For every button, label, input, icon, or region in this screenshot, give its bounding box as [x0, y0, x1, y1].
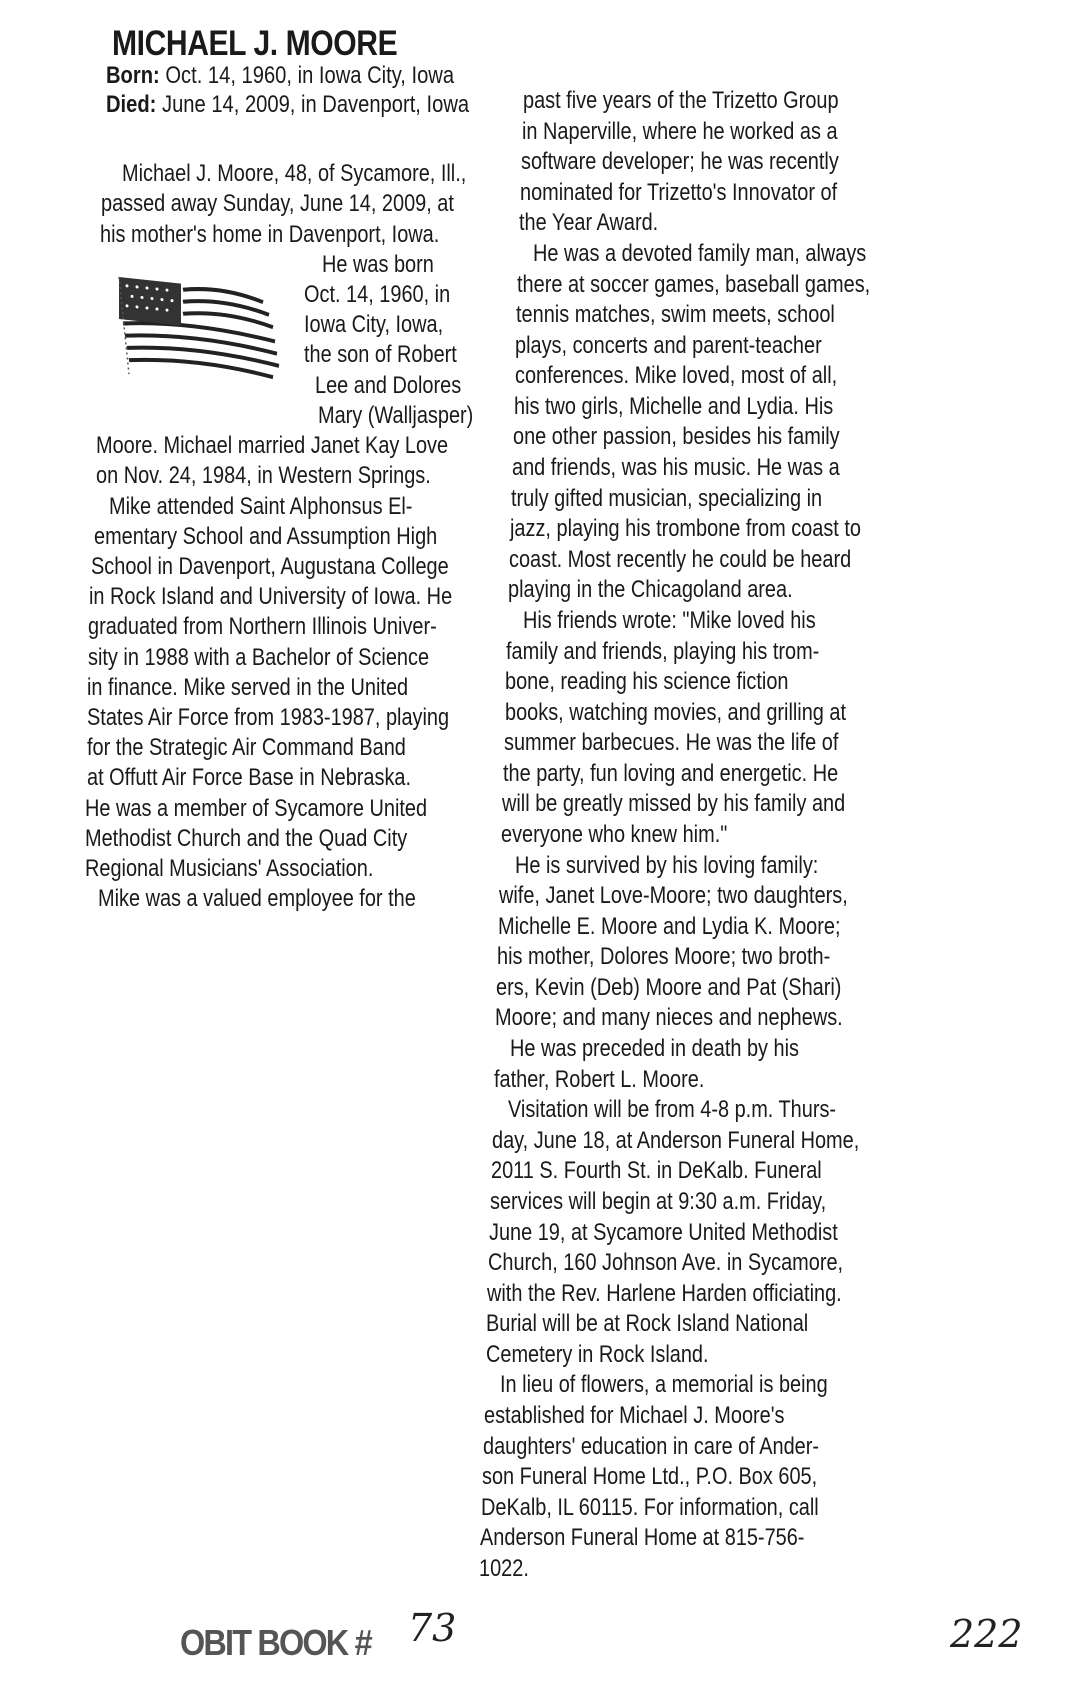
body-text-line: son Funeral Home Ltd., P.O. Box 605,: [481, 1463, 818, 1491]
obituary-name-heading: MICHAEL J. MOORE: [112, 24, 398, 63]
body-text-line: His friends wrote: "Mike loved his: [522, 606, 816, 634]
body-text-line: his mother, Dolores Moore; two broth-: [497, 943, 831, 971]
body-text-line: daughters' education in care of Ander-: [482, 1432, 819, 1460]
born-line: [106, 62, 454, 90]
body-text-line: there at soccer games, baseball games,: [517, 270, 871, 298]
body-text-line: on Nov. 24, 1984, in Western Springs.: [95, 462, 431, 490]
body-text-line: Methodist Church and the Quad City: [84, 824, 408, 852]
born-value: Oct. 14, 1960, in Iowa City, Iowa: [159, 62, 455, 89]
body-text-line: He was a member of Sycamore United: [84, 794, 428, 822]
body-text-line: truly gifted musician, specializing in: [510, 484, 823, 512]
body-text-line: wife, Janet Love-Moore; two daughters,: [499, 882, 848, 910]
body-text-line: graduated from Northern Illinois Univer-: [88, 613, 437, 641]
american-flag-icon: [109, 276, 281, 380]
body-text-line: in Rock Island and University of Iowa. He: [89, 583, 453, 611]
died-line: [106, 91, 469, 119]
body-text-line: and friends, was his music. He was a: [511, 454, 840, 482]
born-label: Born:: [106, 62, 160, 89]
body-text-line: for the Strategic Air Command Band: [87, 734, 406, 762]
body-text-line: summer barbecues. He was the life of: [503, 729, 839, 757]
body-text-line: sity in 1988 with a Bachelor of Science: [88, 643, 430, 671]
body-text-line: passed away Sunday, June 14, 2009, at: [101, 190, 455, 218]
body-text-line: He is survived by his loving family:: [515, 851, 819, 879]
body-text-line: Moore. Michael married Janet Kay Love: [95, 432, 448, 460]
body-text-line: Iowa City, Iowa,: [303, 311, 443, 339]
body-text-line: the son of Robert: [303, 341, 457, 369]
body-text-line: Burial will be at Rock Island National: [486, 1310, 809, 1338]
body-text-line: will be greatly missed by his family and: [501, 790, 846, 818]
obit-book-stamp: OBIT BOOK #: [180, 1622, 371, 1663]
body-text-line: the Year Award.: [519, 209, 659, 237]
body-text-line: in Naperville, where he worked as a: [521, 117, 838, 145]
body-text-line: tennis matches, swim meets, school: [516, 301, 836, 329]
body-text-line: jazz, playing his trombone from coast to: [510, 515, 861, 543]
body-text-line: Michelle E. Moore and Lydia K. Moore;: [498, 912, 841, 940]
body-text-line: bone, reading his science fiction: [505, 668, 789, 696]
body-text-line: He was preceded in death by his: [509, 1035, 799, 1063]
body-text-line: everyone who knew him.": [500, 821, 728, 849]
body-text-line: States Air Force from 1983-1987, playing: [87, 704, 450, 732]
body-text-line: School in Davenport, Augustana College: [91, 552, 450, 580]
body-text-line: coast. Most recently he could be heard: [509, 545, 852, 573]
body-text-line: playing in the Chicagoland area.: [508, 576, 793, 604]
body-text-line: at Offutt Air Force Base in Nebraska.: [87, 764, 412, 792]
body-text-line: Moore; and many nieces and nephews.: [495, 1004, 844, 1032]
body-text-line: established for Michael J. Moore's: [483, 1402, 785, 1430]
body-text-line: past five years of the Trizetto Group: [522, 87, 839, 115]
body-text-line: conferences. Mike loved, most of all,: [514, 362, 837, 390]
body-text-line: ementary School and Assumption High: [93, 522, 437, 550]
died-label: Died:: [106, 91, 157, 118]
body-text-line: father, Robert L. Moore.: [493, 1065, 705, 1093]
body-text-line: DeKalb, IL 60115. For information, call: [480, 1493, 819, 1521]
body-text-line: 2011 S. Fourth St. in DeKalb. Funeral: [490, 1157, 822, 1185]
body-text-line: nominated for Trizetto's Innovator of: [519, 178, 838, 206]
body-text-line: plays, concerts and parent-teacher: [515, 331, 823, 359]
body-text-line: Church, 160 Johnson Ave. in Sycamore,: [488, 1249, 844, 1277]
body-text-line: his two girls, Michelle and Lydia. His: [513, 392, 833, 420]
handwritten-book-number: 73: [408, 1606, 457, 1650]
body-text-line: his mother's home in Davenport, Iowa.: [100, 220, 440, 248]
body-text-line: He was born: [322, 250, 435, 278]
body-text-line: services will begin at 9:30 a.m. Friday,: [490, 1187, 827, 1215]
body-text-line: day, June 18, at Anderson Funeral Home,: [491, 1126, 860, 1154]
body-text-line: Visitation will be from 4-8 p.m. Thurs-: [508, 1096, 837, 1124]
body-text-line: Mike attended Saint Alphonsus El-: [108, 492, 413, 520]
body-text-line: Mary (Walljasper): [317, 401, 474, 429]
died-value: June 14, 2009, in Davenport, Iowa: [156, 91, 470, 118]
body-text-line: Michael J. Moore, 48, of Sycamore, Ill.,: [121, 160, 467, 188]
body-text-line: books, watching movies, and grilling at: [504, 698, 846, 726]
body-text-line: He was a devoted family man, always: [533, 240, 867, 267]
body-text-line: family and friends, playing his trom-: [506, 637, 820, 665]
body-text-line: in finance. Mike served in the United: [87, 673, 409, 701]
body-text-line: software developer; he was recently: [520, 148, 839, 176]
body-text-line: Oct. 14, 1960, in: [303, 280, 450, 308]
body-text-line: Regional Musicians' Association.: [84, 855, 374, 883]
body-text-line: Lee and Dolores: [314, 371, 461, 399]
body-text-line: Anderson Funeral Home at 815-756-: [480, 1524, 805, 1552]
body-text-line: Mike was a valued employee for the: [98, 885, 416, 913]
body-text-line: with the Rev. Harlene Harden officiating.: [487, 1279, 843, 1307]
body-text-line: ers, Kevin (Deb) Moore and Pat (Shari): [496, 973, 842, 1001]
body-text-line: the party, fun loving and energetic. He: [502, 759, 838, 787]
body-text-line: one other passion, besides his family: [512, 423, 840, 451]
body-text-line: June 19, at Sycamore United Methodist: [489, 1218, 838, 1246]
body-text-line: 1022.: [479, 1554, 530, 1582]
body-text-line: In lieu of flowers, a memorial is being: [499, 1371, 828, 1399]
body-text-line: Cemetery in Rock Island.: [485, 1340, 709, 1368]
handwritten-page-number: 222: [950, 1612, 1023, 1656]
